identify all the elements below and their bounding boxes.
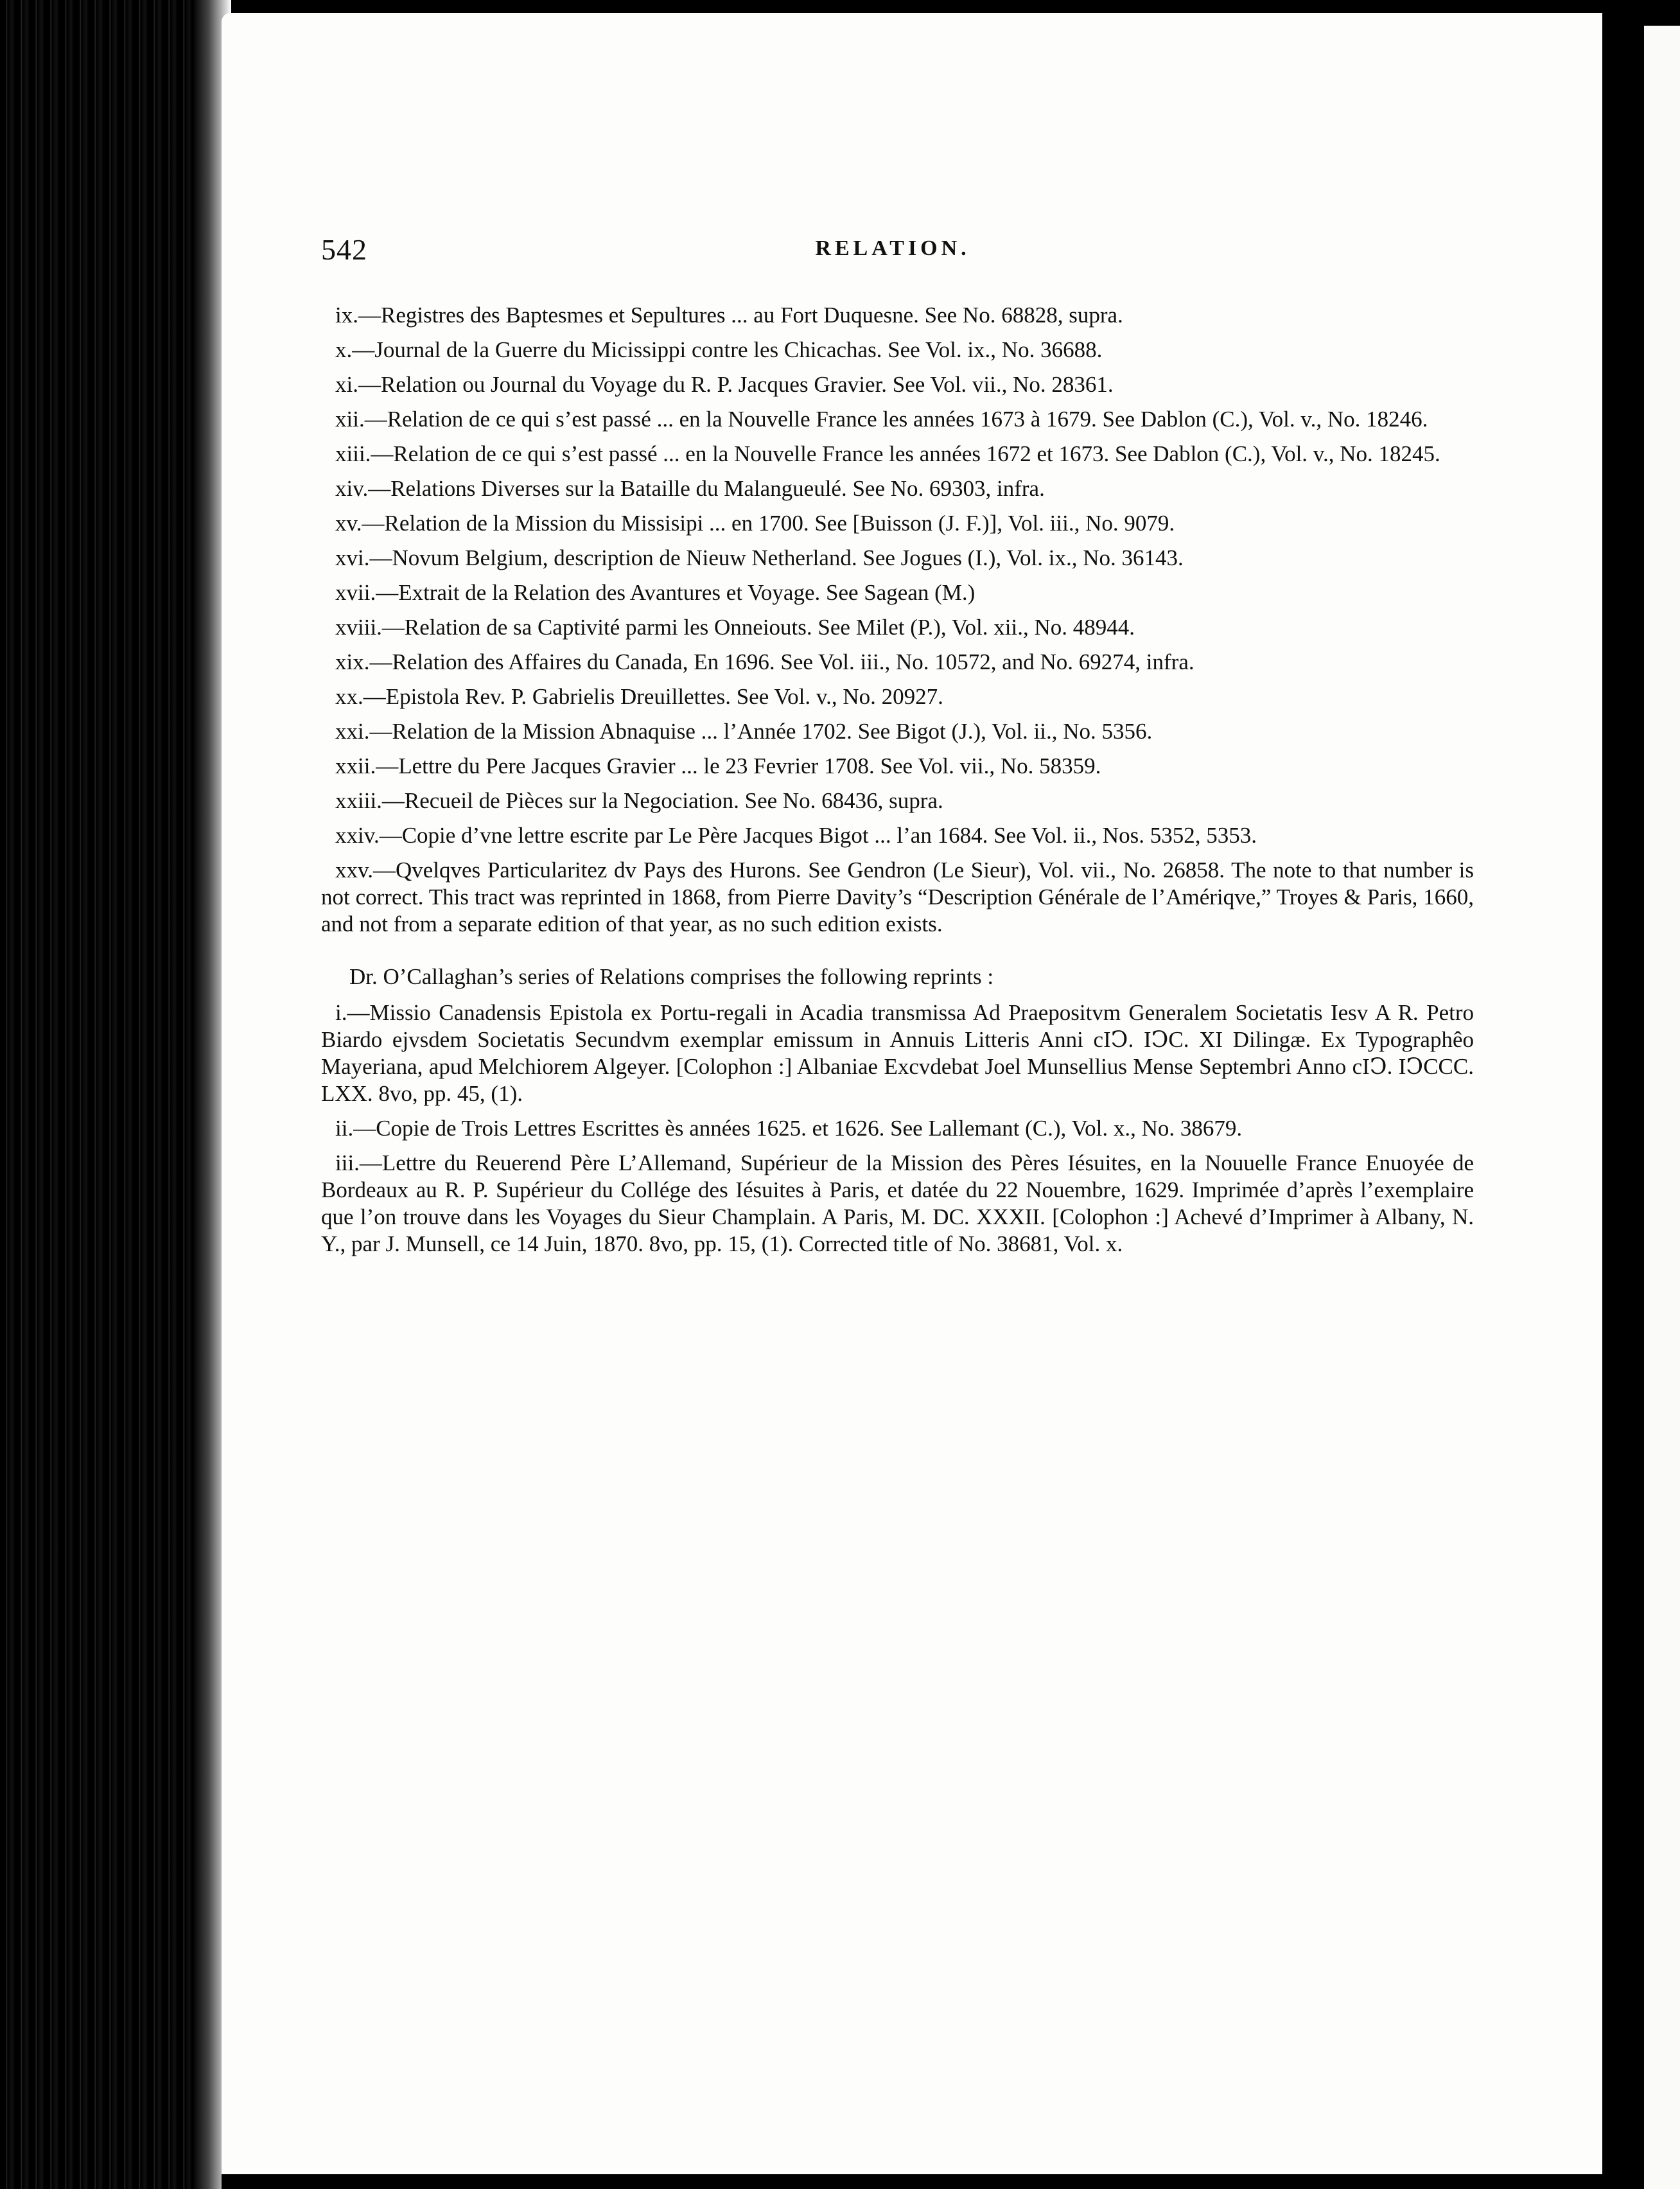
relation-entry: xix.—Relation des Affaires du Canada, En 1696. See Vol. iii., No. 10572, and No. 69274, infra. bbox=[335, 649, 1194, 674]
reprint-entry: ii.—Copie de Trois Lettres Escrittes ès années 1625. et 1626. See Lallemant (C.), Vol. x., No. 38679. bbox=[335, 1116, 1243, 1141]
relation-entry: xx.—Epistola Rev. P. Gabrielis Dreuillettes. See Vol. v., No. 20927. bbox=[335, 684, 943, 709]
relation-entry: xiv.—Relations Diverses sur la Bataille du Malangueulé. See No. 69303, infra. bbox=[335, 476, 1045, 501]
relation-entry: xvii.—Extrait de la Relation des Avantures et Voyage. See Sagean (M.) bbox=[335, 580, 976, 605]
reprint-entry: iii.—Lettre du Reuerend Père L’Allemand, Supérieur de la Mission des Pères Iésuites, en la Nouuelle France Enuoyée de Bordeaux au R. P. Supérieur du Collége des Iésuites à Paris, et datée du 22 Nouembre, 1629. Imprimée d’après l’exemplaire que l’on trouve dans les Voyages du Sieur Champlain. A Paris, M. DC. XXXII. [Colophon :] Achevé d’Imprimer à Albany, N. Y., par J. Munsell, ce 14 Juin, 1870. 8vo, pp. 15, (1). Corrected title of No. 38681, Vol. x. bbox=[321, 1150, 1474, 1256]
book-spine-shadow bbox=[0, 0, 218, 2189]
relation-entry: xii.—Relation de ce qui s’est passé ... en la Nouvelle France les années 1673 à 1679. See Dablon (C.), Vol. v., No. 18246. bbox=[335, 407, 1428, 432]
relation-entry: x.—Journal de la Guerre du Micissippi contre les Chicachas. See Vol. ix., No. 36688. bbox=[335, 337, 1103, 362]
relation-entry: xxv.—Qvelqves Particularitez dv Pays des Hurons. See Gendron (Le Sieur), Vol. vii., No. 26858. The note to that number is not correct. This tract was reprinted in 1868, from Pierre Davity’s “Description Générale de l’Amériqve,” Troyes & Paris, 1660, and not from a separate edition of that year, as no such edition exists. bbox=[321, 857, 1474, 936]
page-header bbox=[321, 233, 1477, 271]
bottom-edge bbox=[222, 2174, 1609, 2189]
page-body bbox=[321, 302, 1474, 1265]
reprint-list bbox=[321, 999, 1474, 1258]
relation-entry: xxii.—Lettre du Pere Jacques Gravier ... le 23 Fevrier 1708. See Vol. vii., No. 58359. bbox=[335, 753, 1101, 778]
relation-entry: xi.—Relation ou Journal du Voyage du R. P. Jacques Gravier. See Vol. vii., No. 28361. bbox=[335, 372, 1114, 397]
relation-entry: xxi.—Relation de la Mission Abnaquise ... l’Année 1702. See Bigot (J.), Vol. ii., No. 5356. bbox=[335, 719, 1153, 744]
page-number: 542 bbox=[321, 233, 367, 266]
relation-entry: xiii.—Relation de ce qui s’est passé ... en la Nouvelle France les années 1672 et 1673. See Dablon (C.), Vol. v., No. 18245. bbox=[335, 441, 1440, 466]
right-binding-edge bbox=[1606, 0, 1638, 2189]
relation-entry: ix.—Registres des Baptesmes et Sepultures ... au Fort Duquesne. See No. 68828, supra. bbox=[335, 303, 1123, 328]
reprints-intro: Dr. O’Callaghan’s series of Relations comprises the following reprints : bbox=[349, 964, 994, 989]
relation-entry: xv.—Relation de la Mission du Missisipi ... en 1700. See [Buisson (J. F.)], Vol. iii., No. 9079. bbox=[335, 511, 1175, 536]
relation-entry: xxiii.—Recueil de Pièces sur la Negociation. See No. 68436, supra. bbox=[335, 788, 943, 813]
relation-entry: xviii.—Relation de sa Captivité parmi les Onneiouts. See Milet (P.), Vol. xii., No. 48944. bbox=[335, 615, 1135, 640]
relation-entry: xvi.—Novum Belgium, description de Nieuw Netherland. See Jogues (I.), Vol. ix., No. 36143. bbox=[335, 545, 1184, 570]
reprint-entry: i.—Missio Canadensis Epistola ex Portu-regali in Acadia transmissa Ad Praepositvm Generalem Societatis Iesv A R. Petro Biardo ejvsdem Societatis Secundvm exemplar emissum in Annuis Litteris Anni cIↃ. IↃC. XI Dilingæ. Ex Typographêo Mayeriana, apud Melchiorem Algeyer. [Colophon :] Albaniae Excvdebat Joel Munsellius Mense Septembri Anno cIↃ. IↃCCC. LXX. 8vo, pp. 45, (1). bbox=[321, 1000, 1474, 1106]
running-head: RELATION. bbox=[815, 236, 970, 260]
facing-page-edge bbox=[1644, 26, 1680, 2189]
relation-entries bbox=[321, 302, 1474, 938]
relation-entry: xxiv.—Copie d’vne lettre escrite par Le Père Jacques Bigot ... l’an 1684. See Vol. ii., Nos. 5352, 5353. bbox=[335, 823, 1257, 848]
